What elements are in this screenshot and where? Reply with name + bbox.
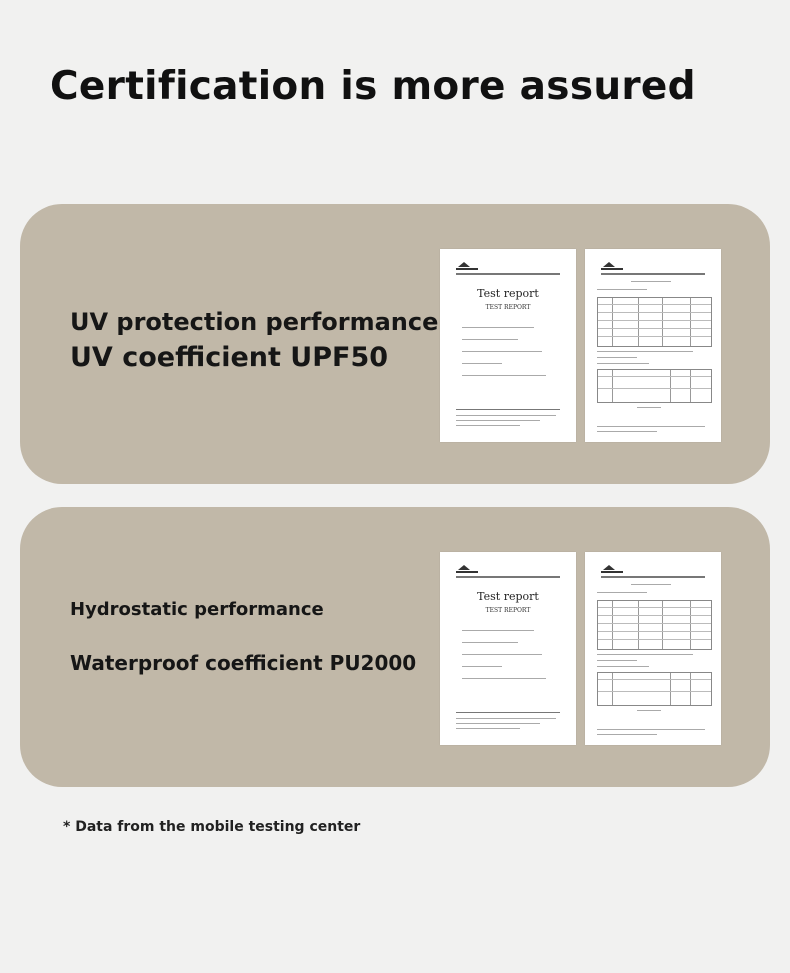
waterproof-coefficient-text: Waterproof coefficient PU2000 xyxy=(70,651,417,675)
report-title: Test report xyxy=(477,590,539,603)
test-report-results-page xyxy=(585,249,721,442)
test-report-cover xyxy=(440,552,576,745)
results-table xyxy=(597,297,712,347)
hydrostatic-card xyxy=(20,507,770,787)
test-report-cover xyxy=(440,249,576,442)
brand-logo-icon xyxy=(601,262,623,271)
report-title: Test report xyxy=(477,287,539,300)
page-title: Certification is more assured xyxy=(50,64,696,109)
report-subtitle: TEST REPORT xyxy=(485,304,531,311)
results-table-2 xyxy=(597,369,712,403)
brand-logo-icon xyxy=(456,565,478,574)
uv-coefficient-text: UV coefficient UPF50 xyxy=(70,342,389,373)
results-table-2 xyxy=(597,672,712,706)
uv-protection-card xyxy=(20,204,770,484)
brand-logo-icon xyxy=(456,262,478,271)
test-report-results-page xyxy=(585,552,721,745)
results-table xyxy=(597,600,712,650)
hydrostatic-heading: Hydrostatic performance xyxy=(70,599,324,620)
report-subtitle: TEST REPORT xyxy=(485,607,531,614)
data-source-footnote: * Data from the mobile testing center xyxy=(63,819,361,835)
uv-protection-heading: UV protection performance xyxy=(70,308,439,336)
brand-logo-icon xyxy=(601,565,623,574)
